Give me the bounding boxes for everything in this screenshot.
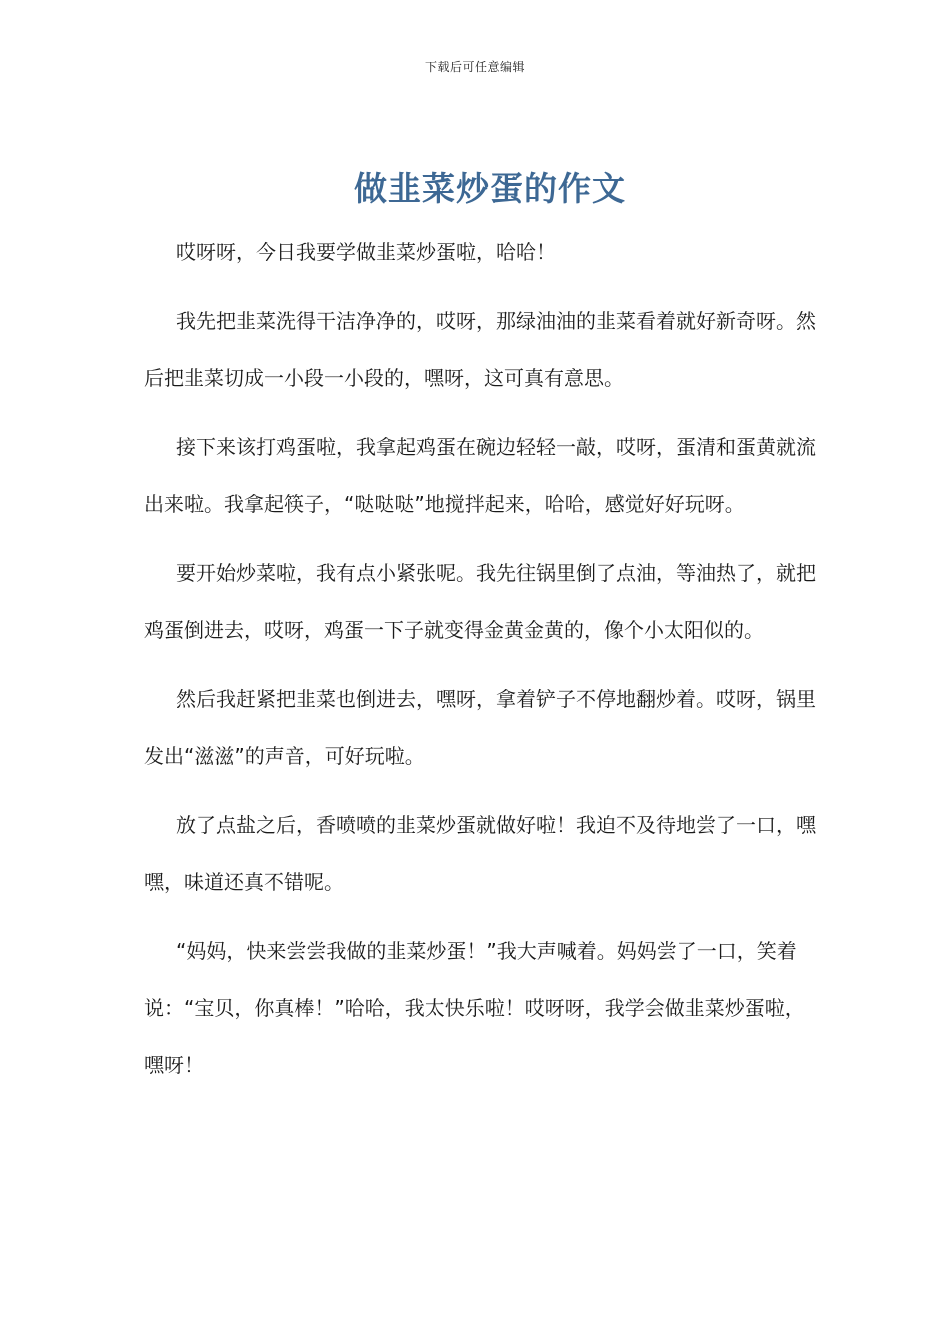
paragraph: 哎呀呀，今日我要学做韭菜炒蛋啦，哈哈！	[176, 240, 556, 264]
paragraph: 要开始炒菜啦，我有点小紧张呢。我先往锅里倒了点油，等油热了，就把鸡蛋倒进去，哎呀，鸡蛋一下子就变得金黄金黄的，像个小太阳似的。	[144, 561, 816, 642]
paragraph: 接下来该打鸡蛋啦，我拿起鸡蛋在碗边轻轻一敲，哎呀，蛋清和蛋黄就流出来啦。我拿起筷子，“哒哒哒”地搅拌起来，哈哈，感觉好好玩呀。	[144, 435, 816, 516]
document-body	[144, 224, 816, 1106]
document-title: 做韭菜炒蛋的作文	[354, 169, 626, 208]
paragraph: 我先把韭菜洗得干洁净净的，哎呀，那绿油油的韭菜看着就好新奇呀。然后把韭菜切成一小段一小段的，嘿呀，这可真有意思。	[144, 309, 816, 390]
paragraph: 放了点盐之后，香喷喷的韭菜炒蛋就做好啦！我迫不及待地尝了一口，嘿嘿，味道还真不错呢。	[144, 813, 816, 894]
paragraph: “妈妈，快来尝尝我做的韭菜炒蛋！”我大声喊着。妈妈尝了一口，笑着说：“宝贝，你真棒！”哈哈，我太快乐啦！哎呀呀，我学会做韭菜炒蛋啦，嘿呀！	[144, 939, 805, 1077]
page-header-note: 下载后可任意编辑	[424, 60, 525, 74]
paragraph: 然后我赶紧把韭菜也倒进去，嘿呀，拿着铲子不停地翻炒着。哎呀，锅里发出“滋滋”的声音，可好玩啦。	[144, 687, 816, 768]
